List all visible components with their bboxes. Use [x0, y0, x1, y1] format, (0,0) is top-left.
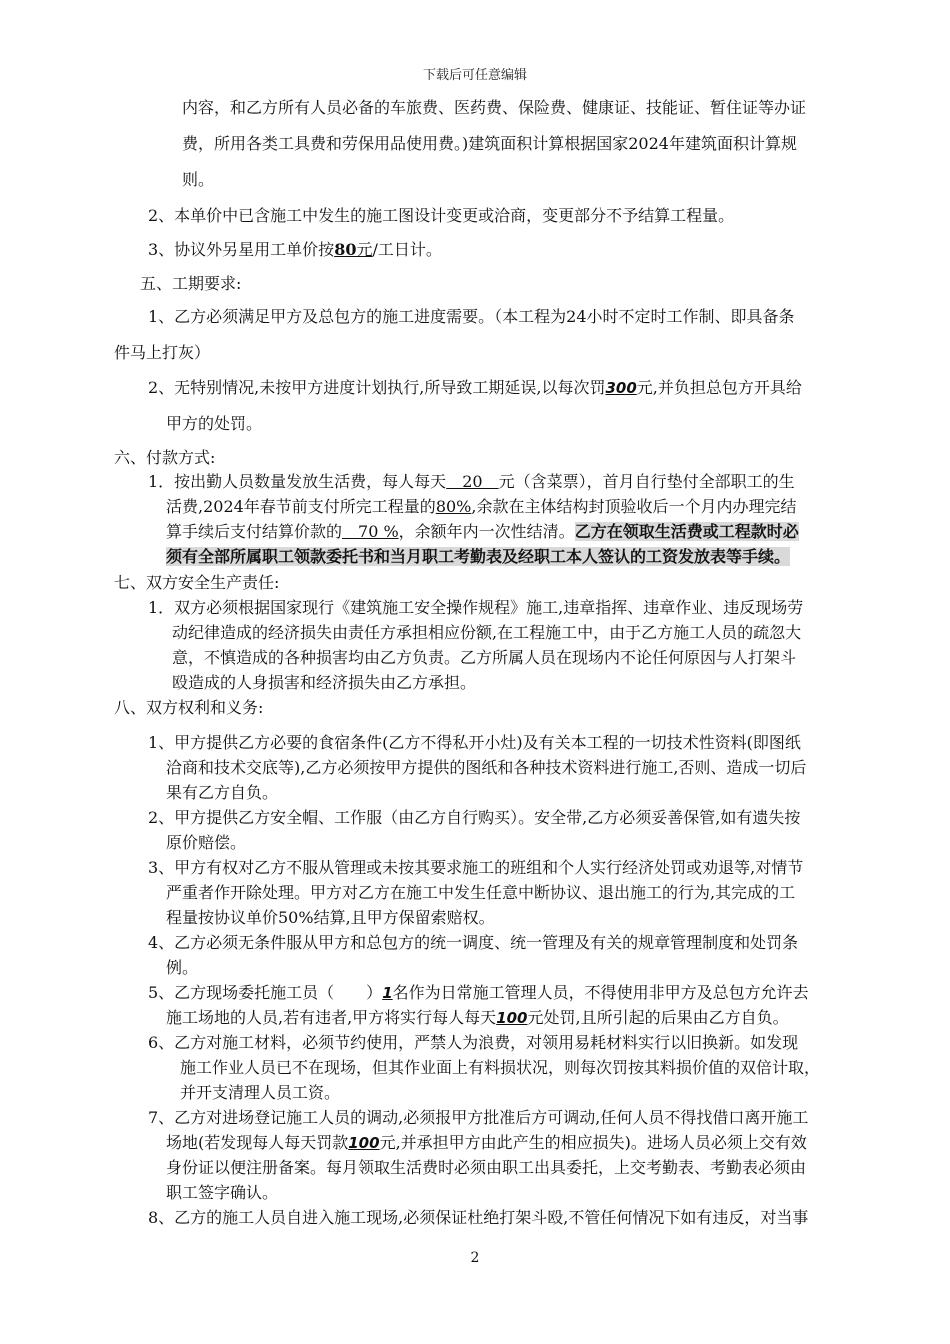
handwritten-value: 300: [605, 379, 637, 397]
filled-value: 20: [446, 472, 499, 491]
text-line: 动纪律造成的经济损失由责任方承担相应份额,在工程施工中，由于乙方施工人员的疏忽大: [172, 623, 802, 642]
text-line: 7、乙方对进场登记施工人员的调动,必须报甲方批准后方可调动,任何人员不得找借口离开施工: [148, 1108, 809, 1127]
filled-value: 70 %: [342, 522, 399, 541]
filled-value: 80%: [435, 497, 472, 516]
text-fragment: 2、无特别情况,未按甲方进度计划执行,所导致工期延误,以每次罚: [148, 378, 606, 397]
text-line: [148, 983, 809, 1003]
page-number: 2: [470, 1250, 480, 1266]
text-line: 意，不慎造成的各种损害均由乙方负责。乙方所属人员在现场内不论任何原因与人打架斗: [172, 648, 797, 667]
text-line: 施工作业人员已不在现场，但其作业面上有料损状况，则每次罚按其料损价值的双倍计取，: [180, 1058, 821, 1077]
text-line: 3、甲方有权对乙方不服从管理或未按其要求施工的班组和个人实行经济处罚或劝退等,对情节: [148, 858, 804, 877]
text-fragment: 施工场地的人员,若有违者,甲方将实行每人每天: [166, 1008, 497, 1027]
section-heading: 八、双方权利和义务:: [114, 698, 264, 717]
text-line: 甲方的处罚。: [166, 414, 263, 433]
text-fragment: 元: [356, 240, 373, 259]
section-heading: 五、工期要求:: [140, 274, 242, 293]
text-line: 1．双方必须根据国家现行《建筑施工安全操作规程》施工,违章指挥、违章作业、违反现场劳: [148, 598, 804, 617]
text-line: 1、乙方必须满足甲方及总包方的施工进度需要。（本工程为24小时不定时工作制、即具备条: [148, 307, 795, 326]
text-fragment: 1．按出勤人员数量发放生活费，每人每天: [148, 472, 447, 491]
text-line: 6、乙方对施工材料，必须节约使用，严禁人为浪费，对领用易耗材料实行以旧换新。如发现: [148, 1033, 799, 1052]
text-line: [166, 1133, 807, 1153]
text-line: 程量按协议单价50%结算,且甲方保留索赔权。: [166, 908, 495, 927]
text-line: 并开支清理人员工资。: [180, 1083, 341, 1102]
highlighted-text: 乙方在领取生活费或工程款时必: [574, 522, 799, 541]
text-line: 殴造成的人身损害和经济损失由乙方承担。: [172, 673, 477, 692]
highlighted-text: 须有全部所属职工领款委托书和当月职工考勤表及经职工本人签认的工资发放表等手续。: [166, 547, 791, 566]
text-line: 件马上打灰）: [114, 343, 211, 362]
filled-value: 80: [334, 240, 357, 259]
text-fragment: 元处罚,且所引起的后果由乙方自负。: [527, 1008, 789, 1027]
text-line: 内容，和乙方所有人员必备的车旅费、医药费、保险费、健康证、技能证、暂住证等办证: [182, 98, 807, 117]
text-line: 职工签字确认。: [166, 1183, 279, 1202]
text-fragment: ,余款在主体结构封顶验收后一个月内办理完结: [471, 497, 797, 516]
text-fragment: 5、乙方现场委托施工员（ ）: [148, 983, 383, 1002]
text-fragment: 3、协议外另星用工单价按: [148, 240, 335, 259]
section-heading: 七、双方安全生产责任:: [114, 573, 280, 592]
text-line: 例。: [166, 958, 199, 977]
text-line: [148, 378, 802, 398]
text-line: [166, 522, 799, 542]
text-fragment: 活费,2024年春节前支付所完工程量的: [166, 497, 436, 516]
text-fragment: ，余额年内一次性结清。: [398, 522, 575, 541]
text-fragment: 算手续后支付结算价款的: [166, 522, 343, 541]
text-line: 2、本单价中已含施工中发生的施工图设计变更或洽商，变更部分不予结算工程量。: [148, 206, 735, 225]
text-line: [166, 1008, 789, 1028]
text-line: 则。: [182, 170, 215, 189]
handwritten-value: 100: [348, 1134, 380, 1152]
text-line: 2、甲方提供乙方安全帽、工作服（由乙方自行购买）。安全带,乙方必须妥善保管,如有遗失按: [148, 808, 801, 827]
text-line: 洽商和技术交底等),乙方必须按甲方提供的图纸和各种技术资料进行施工,否则、造成一切后: [166, 758, 807, 777]
handwritten-value: 100: [496, 1009, 528, 1027]
text-line: 身份证以便注册备案。每月领取生活费时必须由职工出具委托，上交考勤表、考勤表必须由: [166, 1158, 807, 1177]
text-line: 费，所用各类工具费和劳保用品使用费。)建筑面积计算根据国家2024年建筑面积计算规: [182, 134, 797, 153]
text-fragment: 元,并承担甲方由此产生的相应损失)。进场人员必须上交有效: [379, 1133, 807, 1152]
text-fragment: 元（含菜票），首月自行垫付全部职工的生: [498, 472, 795, 491]
text-fragment: /工日计。: [372, 240, 442, 259]
text-line: 果有乙方自负。: [166, 783, 279, 802]
text-fragment: 场地(若发现每人每天罚款: [166, 1133, 349, 1152]
text-line: [166, 497, 796, 517]
text-line: 原价赔偿。: [166, 833, 247, 852]
handwritten-value: 1: [382, 984, 393, 1002]
text-line: 4、乙方必须无条件服从甲方和总包方的统一调度、统一管理及有关的规章管理制度和处罚条: [148, 933, 799, 952]
text-line: [148, 472, 795, 492]
section-heading: 六、付款方式:: [114, 448, 216, 467]
text-fragment: 名作为日常施工管理人员，不得使用非甲方及总包方允许去: [392, 983, 809, 1002]
text-line: [166, 547, 790, 567]
text-line: 严重者作开除处理。甲方对乙方在施工中发生任意中断协议、退出施工的行为,其完成的工: [166, 883, 796, 902]
text-line: [148, 240, 442, 260]
text-line: 1、甲方提供乙方必要的食宿条件(乙方不得私开小灶)及有关本工程的一切技术性资料(即图纸: [148, 733, 801, 752]
text-line: 8、乙方的施工人员自进入施工现场,必须保证杜绝打架斗殴,不管任何情况下如有违反，对当事: [148, 1208, 809, 1227]
text-fragment: 元,并负担总包方开具给: [636, 378, 802, 397]
page-header: 下载后可任意编辑: [422, 68, 527, 83]
